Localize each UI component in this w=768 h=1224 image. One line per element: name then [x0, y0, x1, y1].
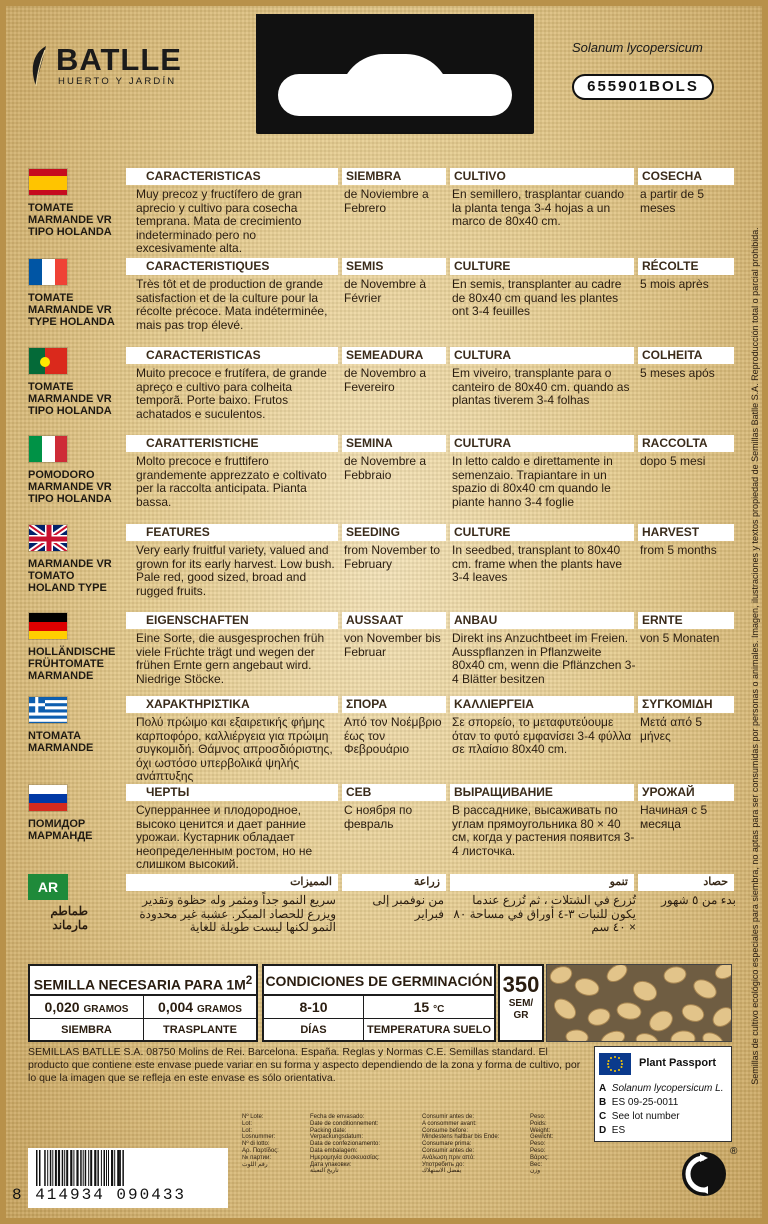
sowing-ar: من نوفمبر إلى فبراير [372, 893, 444, 921]
seed-needed-title [30, 966, 256, 996]
passport-line-a [599, 1083, 724, 1094]
lot-number-labels [242, 1114, 279, 1168]
sowing-fr: de Novembre à Février [344, 277, 427, 305]
cultivation-en: In seedbed, transplant to 80x40 cm. frame when the plants have 3-4 leaves [452, 543, 623, 584]
barcode-bar [111, 1150, 113, 1186]
germination-temp [364, 996, 494, 1019]
lot-label: Mindestens haltbar bis Ende: [422, 1134, 500, 1141]
header-sowing-it: SEMINA [342, 435, 446, 452]
cultivation-it: In letto caldo e direttamente in semenzaio. Trapiantare in un spazio di 80x40 cm quando le piante hanno 3-4 foglie [452, 454, 613, 509]
lot-label: Βάρος: [530, 1154, 549, 1161]
transplant-amount [144, 996, 256, 1019]
lot-label: Consume before: [422, 1127, 469, 1134]
barcode-digits: 8 414934 090433 [12, 1186, 187, 1204]
header-harvest-ar: حصاد [638, 874, 734, 891]
header-features-ru: ЧЕРТЫ [126, 784, 338, 801]
language-row-ru [26, 784, 738, 870]
sowing-label: SIEMBRA [30, 1019, 144, 1042]
lot-label: Consumare prima: [422, 1141, 472, 1148]
barcode-bar [64, 1150, 65, 1186]
header-sowing-ar: زراعة [342, 874, 446, 891]
barcode-bar [83, 1150, 84, 1186]
portugal-flag-icon [28, 347, 68, 375]
lot-label: Consumir antes de: [422, 1147, 475, 1154]
arabic-badge: AR [28, 874, 68, 900]
brand-logo [28, 42, 228, 92]
harvest-fr: 5 mois après [640, 277, 709, 291]
header-cultivation-de: ANBAU [450, 612, 634, 629]
features-pt: Muito precoce e frutífera, de grande apreço e cultivo para colheita temporã. Porte baixo. Frutos achatados e suculentos. [136, 366, 327, 421]
seeds-illustration [547, 965, 732, 1042]
lot-label: وزن [530, 1168, 541, 1175]
barcode-bar [108, 1150, 109, 1186]
uk-flag-icon [28, 524, 68, 552]
passport-line-b [599, 1097, 678, 1108]
header-sowing-pt: SEMEADURA [342, 347, 446, 364]
language-row-gr [26, 696, 738, 782]
barcode-bar [117, 1150, 119, 1186]
features-ru: Суперраннее и плодородное, высоко ценится и дает ранние урожаи. Кустарник обладает неопределенным ростом, но не слишком высокий. [136, 803, 313, 871]
header-sowing-gr: ΣΠΟΡΑ [342, 696, 446, 713]
harvest-ru: Начиная с 5 месяца [640, 803, 708, 831]
harvest-es: a partir de 5 meses [640, 187, 705, 215]
vertical-legal-note [742, 156, 768, 1156]
barcode-bar [85, 1150, 87, 1186]
header-features-fr: CARACTERISTIQUES [126, 258, 338, 275]
header-features-it: CARATTERISTICHE [126, 435, 338, 452]
cultivation-fr: En semis, transplanter au cadre de 80x40 cm quand les plantes ont 3-4 feuilles [452, 277, 622, 318]
sowing-ru: С ноября по февраль [344, 803, 413, 831]
lot-label: Ανάλωση πριν από: [422, 1154, 475, 1161]
sowing-amount-value: 0,020 [44, 999, 80, 1015]
barcode-bar [36, 1150, 38, 1186]
legal-text: SEMILLAS BATLLE S.A. 08750 Molins de Rei. Barcelona. España. Reglas y Normas C.E. Semillas standard. El producto que contiene este envase puede variar en su forma y aspecto dependiendo de la zona y forma de cultivo, por lo que la imagen que se refleja en este envase es sólo orientativa. [28, 1046, 581, 1084]
header-harvest-es: COSECHA [638, 168, 734, 185]
language-row-fr [26, 258, 738, 344]
plant-passport [594, 1046, 732, 1142]
cultivation-es: En semillero, trasplantar cuando la planta tenga 3-4 hojas a un marco de 80x40 cm. [452, 187, 625, 228]
harvest-pt: 5 meses após [640, 366, 715, 380]
header-cultivation-fr: CULTURE [450, 258, 634, 275]
barcode-bar [106, 1150, 107, 1186]
header-harvest-fr: RÉCOLTE [638, 258, 734, 275]
passport-key-d: D [599, 1125, 607, 1136]
features-gr: Πολύ πρώιμο και εξαιρετικής φήμης καρποφόρο, καλλιέργεια για πρώιμη συγκομιδή. Θάμνος απροσδιόριστης, όχι ωστόσο υπερβολικά ψηλής ανάπτυξης [136, 715, 333, 783]
lot-label: يفضل الاستهلاك [422, 1168, 462, 1175]
germination-days: 8-10 [264, 996, 364, 1019]
features-en: Very early fruitful variety, valued and grown for its early harvest. Low bush. Pale red, good sized, broad and rugged fruits. [136, 543, 335, 598]
header-sowing-en: SEEDING [342, 524, 446, 541]
barcode-bar [114, 1150, 115, 1186]
transplant-amount-value: 0,004 [158, 999, 194, 1015]
barcode-bar [101, 1150, 102, 1186]
lot-label: Weight: [530, 1127, 551, 1134]
harvest-it: dopo 5 mesi [640, 454, 706, 468]
barcode-bar [39, 1150, 41, 1186]
weight-labels [530, 1114, 553, 1175]
barcode-bar [44, 1150, 46, 1186]
variety-name-en: MARMANDE VR TOMATO HOLAND TYPE [28, 558, 112, 594]
passport-value-a: Solanum lycopersicum L. [611, 1083, 724, 1094]
barcode-bar [104, 1150, 106, 1186]
barcode-bar [73, 1150, 74, 1186]
features-de: Eine Sorte, die ausgesprochen früh viele Früchte trägt und wegen der frühen Ernte gern angebaut wird. Niedrige Stöcke. [136, 631, 325, 686]
lot-label: رقم اللوت [242, 1161, 268, 1168]
header-harvest-en: HARVEST [638, 524, 734, 541]
passport-line-c [599, 1111, 680, 1122]
passport-key-c: C [599, 1111, 607, 1122]
header-features-ar: المميزات [126, 874, 338, 891]
lot-label: Date de conditionnement: [310, 1120, 379, 1127]
lot-label: Poids: [530, 1120, 547, 1127]
barcode-bar [58, 1150, 60, 1186]
passport-line-d [599, 1125, 625, 1136]
germination-temp-value: 15 [413, 999, 430, 1015]
barcode-bar [94, 1150, 96, 1186]
lot-label: Verpackungsdatum: [310, 1134, 364, 1141]
lot-label: Peso: [530, 1141, 546, 1148]
germination-title: CONDICIONES DE GERMINACIÓN [264, 966, 494, 996]
lot-label: № партии: [242, 1154, 272, 1161]
header-cultivation-pt: CULTURA [450, 347, 634, 364]
variety-name-it: POMODORO MARMANDE VR TIPO HOLANDA [28, 469, 112, 505]
spain-flag-icon [28, 168, 68, 196]
packing-date-labels [310, 1114, 380, 1175]
transplant-label: TRASPLANTE [163, 1024, 237, 1036]
scientific-name: Solanum lycopersicum [572, 40, 703, 55]
header-cultivation-gr: ΚΑΛΛΙΕΡΓΕΙΑ [450, 696, 634, 713]
barcode-bar [90, 1150, 92, 1186]
variety-name-ar: طماطم مارماند [50, 904, 88, 932]
sowing-gr: Από τον Νοέμβριο έως τον Φεβρουάριο [344, 715, 442, 756]
italy-flag-icon [28, 435, 68, 463]
barcode-bar [62, 1150, 64, 1186]
germany-flag-icon [28, 612, 68, 640]
language-row-es [26, 168, 738, 254]
lot-label: Gewicht: [530, 1134, 554, 1141]
seed-needed-box [28, 964, 258, 1042]
lot-label: Αρ. Παρτίδος: [242, 1147, 279, 1154]
brand-tagline: HUERTO Y JARDÍN [58, 76, 177, 87]
lot-label: Peso: [530, 1147, 546, 1154]
header-cultivation-es: CULTIVO [450, 168, 634, 185]
lot-label: Nº Lote: [242, 1114, 264, 1120]
header-harvest-gr: ΣΥΓΚΟΜΙΔΗ [638, 696, 734, 713]
barcode-bar [50, 1150, 52, 1186]
passport-key-a: A [599, 1083, 607, 1094]
barcode-bar [88, 1150, 89, 1186]
product-code: 655901BOLS [572, 74, 714, 100]
header-sowing-fr: SEMIS [342, 258, 446, 275]
header-sowing-ru: СЕВ [342, 784, 446, 801]
harvest-ar: بدء من ٥ شهور [661, 893, 736, 907]
green-dot-recycle-icon [682, 1152, 726, 1196]
language-row-pt [26, 347, 738, 433]
harvest-gr: Μετά από 5 μήνες [640, 715, 703, 743]
sowing-de: von November bis Februar [344, 631, 441, 659]
language-row-en [26, 524, 738, 610]
germination-temp-unit: °C [433, 1004, 445, 1015]
lot-info-grid [242, 1114, 582, 1175]
seed-count-unit: SEM/ GR [508, 998, 534, 1021]
lot-label: Consumir antes de: [422, 1114, 475, 1120]
harvest-de: von 5 Monaten [640, 631, 720, 645]
header-harvest-ru: УРОЖАЙ [638, 784, 734, 801]
header-cultivation-ru: ВЫРАЩИВАНИЕ [450, 784, 634, 801]
header-features-es: CARACTERISTICAS [126, 168, 338, 185]
header-features-de: EIGENSCHAFTEN [126, 612, 338, 629]
lot-label: Losnummer: [242, 1134, 276, 1141]
passport-key-b: B [599, 1097, 607, 1108]
germination-days-label: DÍAS [264, 1019, 364, 1042]
seeds-photo [546, 964, 732, 1042]
hang-hole [278, 74, 512, 116]
barcode-bar [70, 1150, 72, 1186]
brand-name: BATLLE [56, 42, 182, 77]
header-features-en: FEATURES [126, 524, 338, 541]
header-cultivation-ar: تنمو [450, 874, 634, 891]
features-fr: Très tôt et de production de grande satisfaction et de la culture pour la récolte précoce. Mata indéterminée, mais pas trop élevé. [136, 277, 328, 332]
variety-name-de: HOLLÄNDISCHE FRÜHTOMATE MARMANDE [28, 646, 116, 682]
harvest-en: from 5 months [640, 543, 717, 557]
lot-label: Вес: [530, 1161, 543, 1168]
variety-name-es: TOMATE MARMANDE VR TIPO HOLANDA [28, 202, 112, 238]
lot-label: Data de confezionamento: [310, 1141, 381, 1148]
registered-mark: ® [730, 1146, 738, 1157]
russia-flag-icon [28, 784, 68, 812]
features-es: Muy precoz y fructífero de gran aprecio y cultivo para cosecha temprana. Mata de crecimiento indeterminado pero no excesivamente alta. [136, 187, 303, 255]
sowing-en: from November to February [344, 543, 441, 571]
greece-flag-icon [28, 696, 68, 724]
lot-label: Packing date: [310, 1127, 347, 1134]
cultivation-de: Direkt ins Anzuchtbeet im Freien. Ausspflanzen in Pflanzweite 80x40 cm, wenn die Pflänzchen 3-4 Blätter besitzen [452, 631, 636, 686]
lot-label: تاريخ التعبئة [310, 1168, 339, 1175]
variety-name-fr: TOMATE MARMANDE VR TYPE HOLANDA [28, 292, 115, 328]
barcode-bar [122, 1150, 124, 1186]
consume-before-labels [422, 1114, 499, 1175]
vertical-legal-text: Semillas de cultivo ecológico especiales para siembra, no aptas para ser consumidas por personas o animales. Imagen, ilustraciones y textos propiedad de Semillas Batlle S.A. Reproducción total o parcial prohibida. [750, 227, 760, 1085]
sowing-amount-unit: GRAMOS [83, 1004, 129, 1015]
features-it: Molto precoce e fruttifero grandemente apprezzato e coltivato per la raccolta anticipata. Pianta bassa. [136, 454, 327, 509]
cultivation-pt: Em viveiro, transplante para o canteiro de 80x40 cm. quando as plantas tiverem 3-4 folhas [452, 366, 630, 407]
header-cultivation-en: CULTURE [450, 524, 634, 541]
lot-label: Дата упаковки: [310, 1161, 352, 1168]
header-cultivation-it: CULTURA [450, 435, 634, 452]
variety-name-ru: ПОМИДОР МАРМАНДЕ [28, 818, 93, 842]
barcode-bar [76, 1150, 78, 1186]
header-sowing-de: AUSSAAT [342, 612, 446, 629]
cultivation-ru: В рассаднике, высаживать по углам прямоугольника 80 × 40 см, когда у растения появится 3-4 листочка. [452, 803, 635, 858]
lot-label: Peso: [530, 1114, 546, 1120]
language-row-it [26, 435, 738, 521]
lot-label: Lot: [242, 1120, 253, 1127]
passport-value-d: ES [611, 1125, 626, 1136]
germination-temp-label: TEMPERATURA SUELO [366, 1024, 492, 1036]
germination-box [262, 964, 496, 1042]
header-harvest-de: ERNTE [638, 612, 734, 629]
lot-label: Ημερομηνία συσκευασίας: [310, 1154, 380, 1161]
language-row-de [26, 612, 738, 694]
variety-name-pt: TOMATE MARMANDE VR TIPO HOLANDA [28, 381, 112, 417]
header-harvest-it: RACCOLTA [638, 435, 734, 452]
transplant-amount-unit: GRAMOS [196, 1004, 242, 1015]
barcode-bar [47, 1150, 48, 1186]
cultivation-gr: Σε σπορείο, το μεταφυτεύουμε όταν το φυτό εμφανίσει 3-4 φύλλα σε πλαίσιο 80x40 cm. [452, 715, 632, 756]
barcode-bar [55, 1150, 57, 1186]
barcode-bar [80, 1150, 82, 1186]
eu-flag-icon [599, 1053, 631, 1075]
sowing-es: de Noviembre a Febrero [344, 187, 429, 215]
sowing-pt: de Novembro a Fevereiro [344, 366, 427, 394]
lot-label: Nº di lotto: [242, 1141, 270, 1148]
header-features-pt: CARACTERISTICAS [126, 347, 338, 364]
lot-label: Употребить до: [422, 1161, 465, 1168]
lot-label: A consommer avant: [422, 1120, 477, 1127]
plant-passport-title: Plant Passport [639, 1057, 717, 1069]
sowing-amount [30, 996, 144, 1019]
language-row-ar [26, 874, 738, 960]
seed-needed-title-sup: 2 [245, 974, 253, 987]
cultivation-ar: تُزرع في الشتلات ، ثم تُزرع عندما يكون للنبات ٣-٤ أوراق في مساحة ٨٠ × ٤٠ سم [453, 893, 636, 934]
leaf-icon [28, 44, 50, 88]
seed-count-value: 350 [502, 972, 540, 997]
barcode-bar [52, 1150, 53, 1186]
lot-label: Lot: [242, 1127, 253, 1134]
barcode-bar [97, 1150, 99, 1186]
features-ar: سريع النمو جداً ومثمر وله حظوة وتقدير ويزرع للحصاد المبكر. عشبة غير محدودة النمو لكنها ليست طويلة للغاية [139, 893, 336, 934]
lot-label: Fecha de envasado: [310, 1114, 365, 1120]
header-sowing-es: SIEMBRA [342, 168, 446, 185]
header-harvest-pt: COLHEITA [638, 347, 734, 364]
variety-name-gr: ΝΤΟΜΑΤΑ MARMANDE [28, 730, 94, 754]
barcode-bar [66, 1150, 68, 1186]
sowing-it: de Novembre a Febbraio [344, 454, 427, 482]
seed-count-box [498, 964, 544, 1042]
france-flag-icon [28, 258, 68, 286]
lot-label: Data embalagem: [310, 1147, 358, 1154]
hang-tab [256, 14, 534, 134]
seed-needed-title-text: SEMILLA NECESARIA PARA 1M [33, 976, 246, 993]
passport-value-b: ES 09-25-0011 [611, 1097, 679, 1108]
header-features-gr: ΧΑΡΑΚΤΗΡΙΣΤΙΚΑ [126, 696, 338, 713]
passport-value-c: See lot number [611, 1111, 680, 1122]
barcode-bar [119, 1150, 121, 1186]
